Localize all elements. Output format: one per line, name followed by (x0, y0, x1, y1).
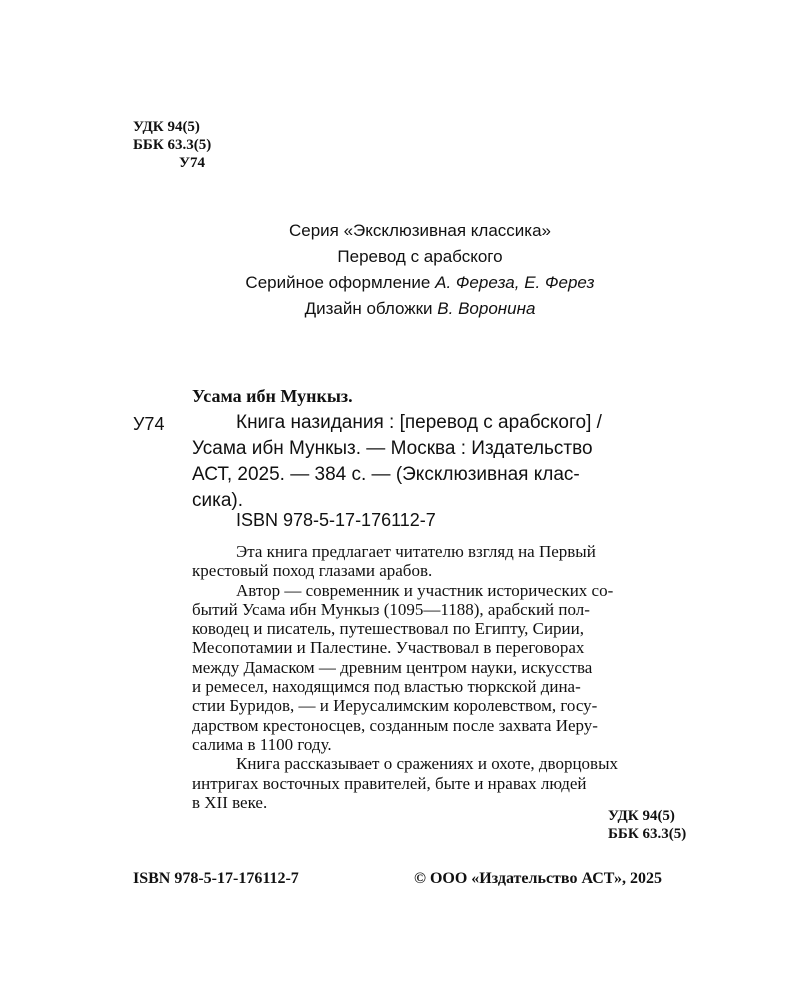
annotation-line: Месопотамии и Палестине. Участвовал в переговорах (192, 638, 585, 658)
description-line: АСТ, 2025. — 384 с. — (Эксклюзивная клас- (192, 464, 580, 485)
annotation-line: в XII веке. (192, 792, 268, 812)
series-line: Серия «Эксклюзивная классика» (288, 221, 552, 240)
annotation-line: между Дамаском — древним центром науки, искусства (192, 657, 593, 677)
description-line: Усама ибн Мункыз. — Москва : Издательство (192, 438, 593, 459)
cover-design-line (0, 296, 800, 322)
udk-code: УДК 94(5) (133, 119, 200, 135)
annotation-line: и ремесел, находящимся под властью тюркской дина- (192, 677, 581, 697)
classification-top (133, 118, 211, 172)
translation-line: Перевод с арабского (337, 247, 503, 266)
annotation-line: бытий Усама ибн Мункыз (1095—1188), арабский пол- (192, 599, 590, 619)
annotation-line: салима в 1100 году. (192, 734, 332, 754)
annotation-line: Автор — современник и участник исторических со- (236, 580, 614, 600)
bibliographic-description (192, 410, 707, 514)
annotation-line: ководец и писатель, путешествовал по Египту, Сирии, (192, 619, 585, 639)
cover-design-name: В. Воронина (437, 299, 536, 318)
footer-isbn: ISBN 978-5-17-176112-7 (133, 870, 299, 887)
serial-design-names: А. Фереза, Е. Ферез (435, 273, 595, 292)
annotation-line: Эта книга предлагает читателю взгляд на Первый (236, 542, 596, 561)
annotation-line: интригах восточных правителей, быте и нравах людей (192, 773, 587, 793)
record-isbn: ISBN 978-5-17-176112-7 (236, 510, 436, 530)
author-mark: У74 (179, 155, 206, 171)
credits-block (0, 218, 800, 322)
annotation-line: стии Буридов, — и Иерусалимским королевством, госу- (192, 696, 598, 716)
description-line: Книга назидания : [перевод с арабского] / (236, 412, 602, 433)
annotation-line: Книга рассказывает о сражениях и охоте, дворцовых (236, 754, 619, 774)
author-heading: Усама ибн Мункыз. (192, 386, 353, 406)
bbk-code: ББК 63.3(5) (608, 826, 687, 842)
serial-design-line (0, 270, 800, 296)
serial-design-label: Серийное оформление (245, 273, 431, 292)
udk-code: УДК 94(5) (608, 808, 675, 824)
annotation-line: крестовый поход глазами арабов. (192, 561, 433, 581)
copyright: © ООО «Издательство АСТ», 2025 (414, 870, 663, 887)
annotation (192, 542, 707, 812)
classification-bottom (608, 807, 686, 843)
description-line: сика). (192, 490, 244, 511)
annotation-line: дарством крестоносцев, созданным после захвата Иеру- (192, 715, 598, 735)
cover-design-label: Дизайн обложки (304, 299, 433, 318)
bbk-code: ББК 63.3(5) (133, 137, 212, 153)
record-author-mark: У74 (133, 414, 165, 434)
